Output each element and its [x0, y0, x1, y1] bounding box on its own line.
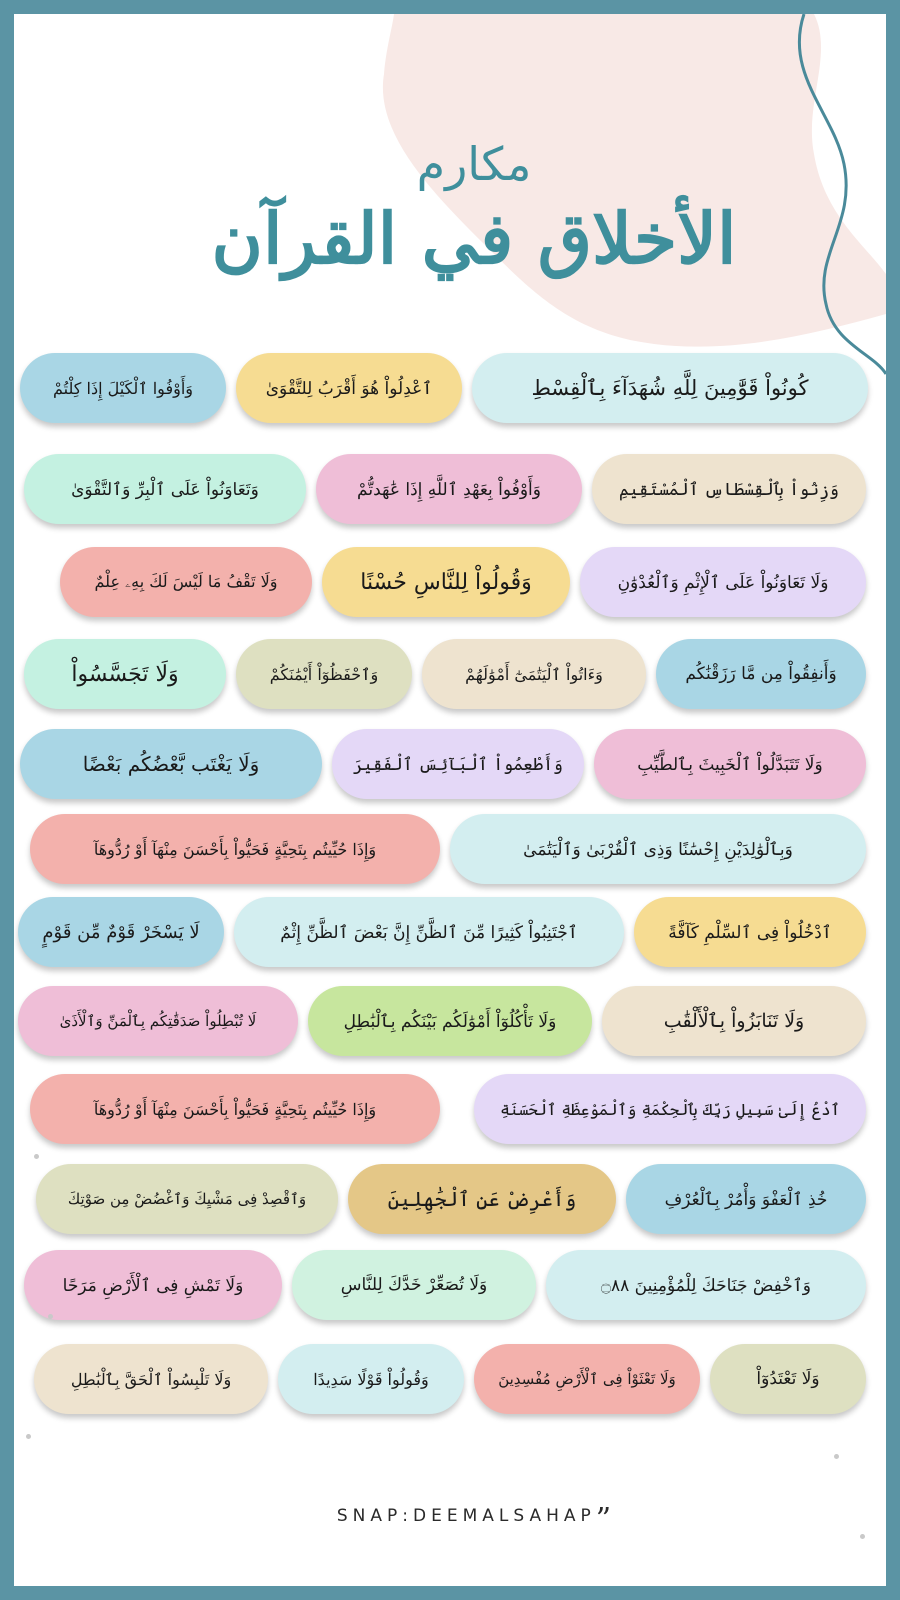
- verse-pill: وَلَا تَعْتَدُوٓاْ: [710, 1344, 866, 1414]
- poster: [14, 14, 886, 1586]
- verse-pill: وَلَا تَعَاوَنُواْ عَلَى ٱلْإِثْمِ وَٱلْعُدْوَٰنِ: [580, 547, 866, 617]
- poster-title: [194, 134, 754, 284]
- verse-pill: لَا يَسْخَرْ قَوْمٌ مِّن قَوْمٍ: [18, 897, 224, 967]
- speckle: [26, 1434, 31, 1439]
- verse-pill: وَقُولُواْ قَوْلًا سَدِيدًا: [278, 1344, 464, 1414]
- verse-pill: وَإِذَا حُيِّيتُم بِتَحِيَّةٍ فَحَيُّواْ بِأَحْسَنَ مِنْهَآ أَوْ رُدُّوهَآ: [30, 1074, 440, 1144]
- verse-pill: وَلَا تُصَعِّرْ خَدَّكَ لِلنَّاسِ: [292, 1250, 536, 1320]
- title-line-2: الأخلاق في القرآن: [211, 197, 737, 280]
- verse-pill: وَلَا تَجَسَّسُواْ: [24, 639, 226, 709]
- verse-pill: وَلَا تَمْشِ فِى ٱلْأَرْضِ مَرَحًا: [24, 1250, 282, 1320]
- verse-pill: وَٱخْفِضْ جَنَاحَكَ لِلْمُؤْمِنِينَ ۝٨٨: [546, 1250, 866, 1320]
- author-signature: [314, 1502, 634, 1537]
- verse-pill: وَلَا تَأْكُلُوٓاْ أَمْوَٰلَكُم بَيْنَكُم بِٱلْبَٰطِلِ: [308, 986, 592, 1056]
- verse-pill: ٱجْتَنِبُواْ كَثِيرًا مِّنَ ٱلظَّنِّ إِنَّ بَعْضَ ٱلظَّنِّ إِثْمٌ: [234, 897, 624, 967]
- speckle: [860, 1534, 865, 1539]
- title-line-1: مكارم: [416, 137, 532, 191]
- verse-pill: وَلَا يَغْتَب بَّعْضُكُم بَعْضًا: [20, 729, 322, 799]
- verse-pill: وَإِذَا حُيِّيتُم بِتَحِيَّةٍ فَحَيُّواْ بِأَحْسَنَ مِنْهَآ أَوْ رُدُّوهَآ: [30, 814, 440, 884]
- verse-pill: وَتَعَاوَنُواْ عَلَى ٱلْبِرِّ وَٱلتَّقْوَىٰ: [24, 454, 306, 524]
- verse-pill: ٱعْدِلُواْ هُوَ أَقْرَبُ لِلتَّقْوَىٰ: [236, 353, 462, 423]
- speckle: [48, 1314, 53, 1319]
- verse-pill: وَلَا تَعْثَوْاْ فِى ٱلْأَرْضِ مُفْسِدِينَ: [474, 1344, 700, 1414]
- verse-pill: كُونُواْ قَوَّٰمِينَ لِلَّهِ شُهَدَآءَ بِٱلْقِسْطِ: [472, 353, 868, 423]
- verse-pill: وَأَطْعِمُواْ ٱلْبَآئِسَ ٱلْفَقِيرَ: [332, 729, 584, 799]
- verse-pill: لَا تُبْطِلُواْ صَدَقَٰتِكُم بِٱلْمَنِّ وَٱلْأَذَىٰ: [18, 986, 298, 1056]
- verse-pill: وَأَعْرِضْ عَنِ ٱلْجَٰهِلِينَ: [348, 1164, 616, 1234]
- verse-pill: وَزِنُواْ بِٱلْقِسْطَاسِ ٱلْمُسْتَقِيمِ: [592, 454, 866, 524]
- verse-pill: وَلَا تَقْفُ مَا لَيْسَ لَكَ بِهِۦ عِلْمٌ: [60, 547, 312, 617]
- verse-pill: وَبِٱلْوَٰلِدَيْنِ إِحْسَٰنًا وَذِى ٱلْقُرْبَىٰ وَٱلْيَتَٰمَىٰ: [450, 814, 866, 884]
- verse-pill: ٱدْعُ إِلَىٰ سَبِيلِ رَبِّكَ بِٱلْحِكْمَةِ وَٱلْمَوْعِظَةِ ٱلْحَسَنَةِ: [474, 1074, 866, 1144]
- verse-pill: وَءَاتُواْ ٱلْيَتَٰمَىٰٓ أَمْوَٰلَهُمْ: [422, 639, 646, 709]
- signature-text: SNAP:DEEMALSAHAP: [336, 1506, 596, 1526]
- speckle: [34, 1154, 39, 1159]
- verse-pill: ٱدْخُلُواْ فِى ٱلسِّلْمِ كَآفَّةً: [634, 897, 866, 967]
- verse-pill: وَأَوْفُواْ بِعَهْدِ ٱللَّهِ إِذَا عَٰهَدتُّمْ: [316, 454, 582, 524]
- verse-pill: وَٱقْصِدْ فِى مَشْيِكَ وَٱغْضُضْ مِن صَوْتِكَ: [36, 1164, 338, 1234]
- verse-pill: وَأَوْفُوا ٱلْكَيْلَ إِذَا كِلْتُمْ: [20, 353, 226, 423]
- verse-pill: وَقُولُواْ لِلنَّاسِ حُسْنًا: [322, 547, 570, 617]
- verse-pill: وَلَا تَنَابَزُواْ بِٱلْأَلْقَٰبِ: [602, 986, 866, 1056]
- verse-pill: خُذِ ٱلْعَفْوَ وَأْمُرْ بِٱلْعُرْفِ: [626, 1164, 866, 1234]
- verse-pill: وَأَنفِقُواْ مِن مَّا رَزَقْنَٰكُم: [656, 639, 866, 709]
- verse-pill: وَلَا تَتَبَدَّلُواْ ٱلْخَبِيثَ بِٱلطَّيِّبِ: [594, 729, 866, 799]
- signature-quote-mark: ”: [595, 1502, 612, 1537]
- verse-pill: وَلَا تَلْبِسُواْ ٱلْحَقَّ بِٱلْبَٰطِلِ: [34, 1344, 268, 1414]
- speckle: [834, 1454, 839, 1459]
- verse-pill: وَٱحْفَظُوٓاْ أَيْمَٰنَكُمْ: [236, 639, 412, 709]
